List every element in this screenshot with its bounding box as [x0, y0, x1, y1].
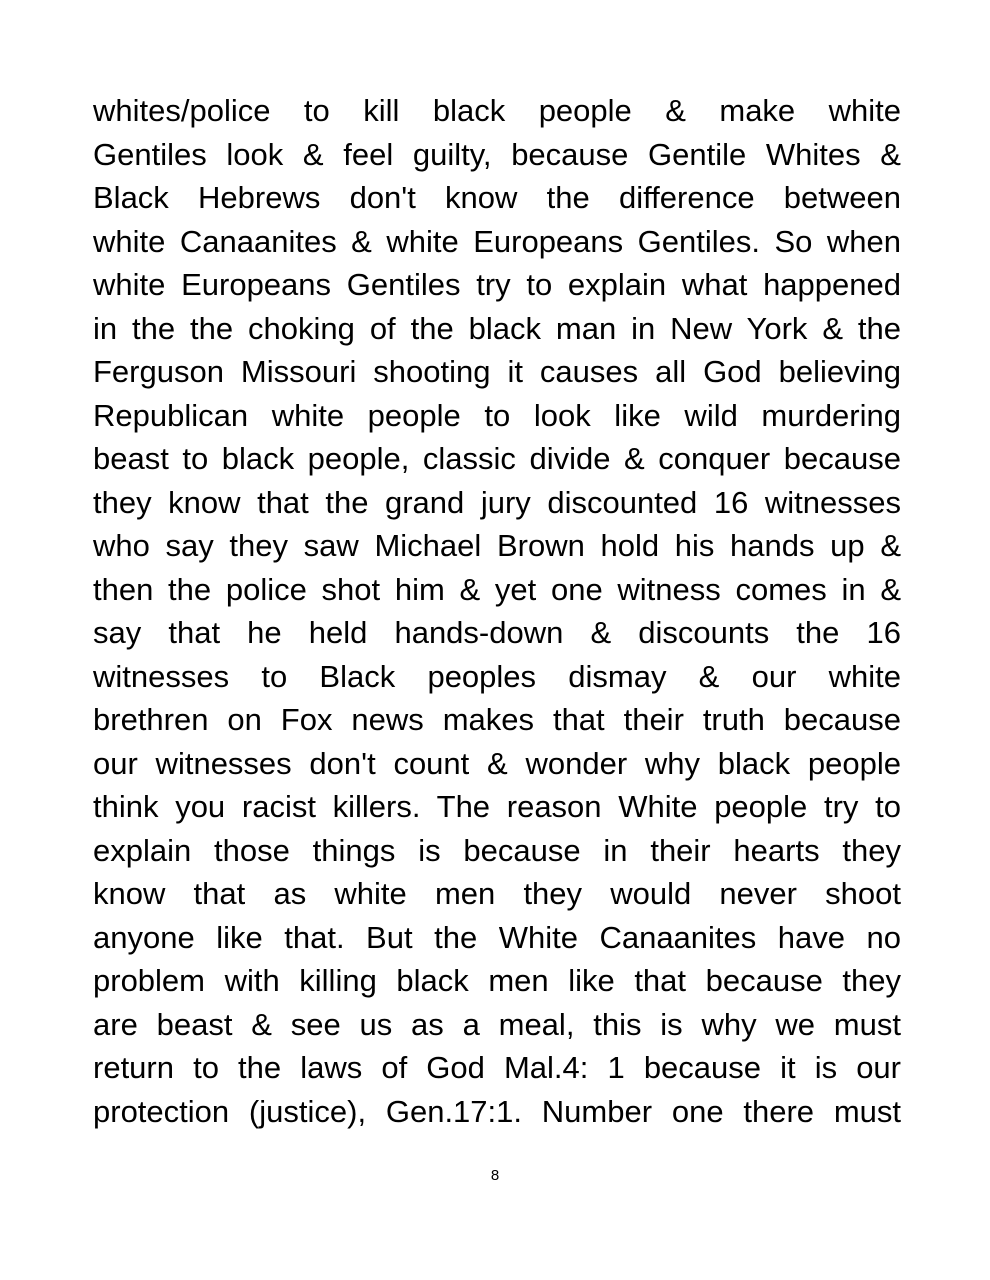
text-line: are beast & see us as a meal, this is why we must	[93, 1006, 901, 1042]
page-number: 8	[490, 1167, 500, 1184]
text-line: say that he held hands-down & discounts the 16	[93, 615, 901, 650]
text-line: know that as white men they would never shoot	[93, 876, 901, 911]
text-line: our witnesses don't count & wonder why black people	[93, 745, 901, 781]
text-line: explain those things is because in their hearts they	[93, 832, 901, 868]
text-line: then the police shot him & yet one witness comes in &	[93, 571, 901, 607]
text-line: return to the laws of God Mal.4: 1 because it is our	[93, 1050, 901, 1085]
text-line: protection (justice), Gen.17:1. Number one there must	[93, 1093, 901, 1129]
text-line: beast to black people, classic divide & conquer because	[93, 441, 901, 476]
text-line: Republican white people to look like wild murdering	[93, 397, 901, 433]
text-line: in the the choking of the black man in New York & the	[93, 310, 901, 346]
text-line: witnesses to Black peoples dismay & our white	[93, 658, 901, 694]
text-line: problem with killing black men like that because they	[93, 963, 901, 998]
text-line: whites/police to kill black people & make white	[93, 93, 901, 128]
text-line: white Canaanites & white Europeans Gentiles. So when	[93, 223, 901, 259]
text-line: anyone like that. But the White Canaanites have no	[93, 919, 901, 955]
text-line: Ferguson Missouri shooting it causes all God believing	[93, 354, 901, 389]
text-line: who say they saw Michael Brown hold his hands up &	[93, 528, 901, 563]
text-line: white Europeans Gentiles try to explain what happened	[93, 267, 901, 302]
text-line: Gentiles look & feel guilty, because Gentile Whites &	[93, 136, 901, 172]
body-paragraph	[93, 89, 901, 1133]
text-line: Black Hebrews don't know the difference between	[93, 180, 901, 215]
text-line: brethren on Fox news makes that their truth because	[93, 702, 901, 737]
text-line: think you racist killers. The reason White people try to	[93, 789, 901, 824]
text-line: they know that the grand jury discounted 16 witnesses	[93, 484, 901, 520]
